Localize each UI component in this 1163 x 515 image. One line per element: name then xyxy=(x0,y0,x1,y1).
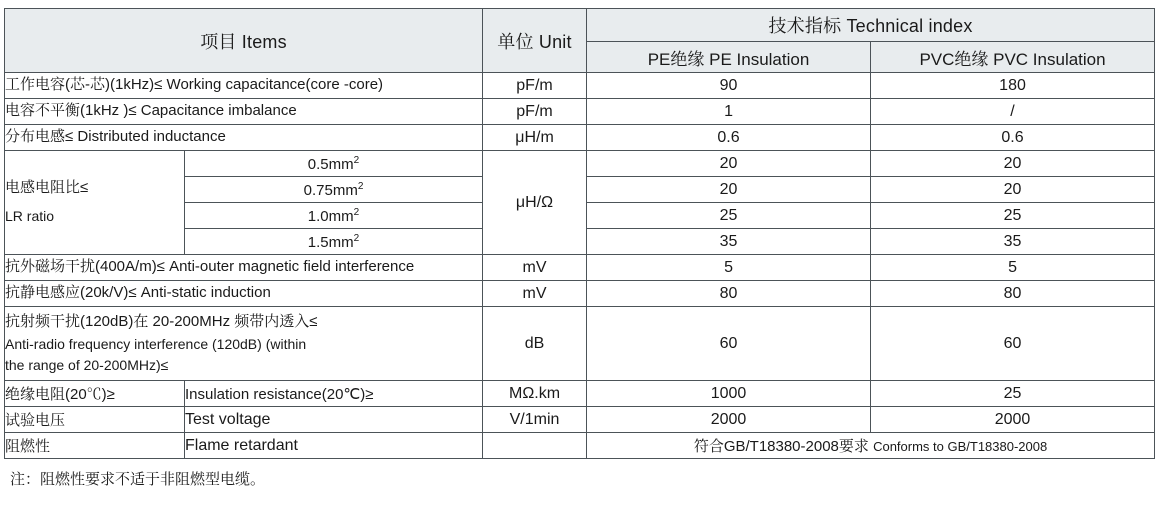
row-unit: MΩ.km xyxy=(483,381,587,407)
lr-size-text: 1.0mm xyxy=(307,207,354,225)
row-pe-value: 80 xyxy=(587,281,871,307)
row-pe-value: 2000 xyxy=(587,407,871,433)
row-item-cn: 绝缘电阻(20℃)≥ xyxy=(5,381,185,407)
row-pe-value: 1 xyxy=(587,99,871,125)
lr-pe-value: 20 xyxy=(587,151,871,177)
lr-size-text: 0.75mm xyxy=(303,181,358,199)
table-row xyxy=(5,381,1155,407)
row-item: 抗静电感应(20k/V)≤ Anti-static induction xyxy=(5,281,483,307)
row-item: 抗外磁场干扰(400A/m)≤ Anti-outer magnetic field interference xyxy=(5,255,483,281)
row-unit: mV xyxy=(483,255,587,281)
row-unit xyxy=(483,433,587,459)
row-pvc-value: 5 xyxy=(871,255,1155,281)
table-row xyxy=(5,255,1155,281)
row-item-en: Test voltage xyxy=(185,407,483,433)
row-pe-value: 1000 xyxy=(587,381,871,407)
lr-pvc-value: 20 xyxy=(871,177,1155,203)
row-item-cn: 阻燃性 xyxy=(5,433,185,459)
lr-size-sup: 2 xyxy=(353,232,360,244)
lr-size-text: 1.5mm xyxy=(307,233,354,251)
flame-retardant-value xyxy=(587,433,1155,459)
rf-item xyxy=(5,307,483,381)
row-pvc-value: 25 xyxy=(871,381,1155,407)
specifications-table xyxy=(4,8,1155,459)
row-unit: pF/m xyxy=(483,73,587,99)
row-item-en: Insulation resistance(20℃)≥ xyxy=(185,381,483,407)
rf-item-line1: 抗射频干扰(120dB)在 20-200MHz 频带内透入≤ xyxy=(5,313,318,331)
lr-pvc-value: 20 xyxy=(871,151,1155,177)
row-pe-value: 5 xyxy=(587,255,871,281)
row-pvc-value: 180 xyxy=(871,73,1155,99)
table-row xyxy=(5,433,1155,459)
lr-size-sup: 2 xyxy=(357,180,364,192)
lr-pe-value: 20 xyxy=(587,177,871,203)
lr-size-sup: 2 xyxy=(353,206,360,218)
lr-size xyxy=(185,177,483,203)
header-pvc-insulation: PVC绝缘 PVC Insulation xyxy=(871,42,1155,73)
lr-size xyxy=(185,229,483,255)
footnote: 注：阻燃性要求不适于非阻燃型电缆。 xyxy=(10,471,266,488)
row-pvc-value: / xyxy=(871,99,1155,125)
lr-ratio-label-en: LR ratio xyxy=(5,207,55,224)
table-header-row xyxy=(5,9,1155,42)
lr-size xyxy=(185,151,483,177)
row-pe-value: 60 xyxy=(587,307,871,381)
row-pvc-value: 60 xyxy=(871,307,1155,381)
lr-unit: μH/Ω xyxy=(483,151,587,255)
table-row xyxy=(5,125,1155,151)
row-item: 电容不平衡(1kHz )≤ Capacitance imbalance xyxy=(5,99,483,125)
header-technical-index: 技术指标 Technical index xyxy=(587,9,1155,42)
row-pvc-value: 0.6 xyxy=(871,125,1155,151)
row-item: 分布电感≤ Distributed inductance xyxy=(5,125,483,151)
lr-pe-value: 25 xyxy=(587,203,871,229)
lr-pe-value: 35 xyxy=(587,229,871,255)
row-unit: dB xyxy=(483,307,587,381)
row-item-cn: 试验电压 xyxy=(5,407,185,433)
row-unit: V/1min xyxy=(483,407,587,433)
table-row xyxy=(5,151,1155,177)
row-unit: μH/m xyxy=(483,125,587,151)
row-pe-value: 0.6 xyxy=(587,125,871,151)
lr-size xyxy=(185,203,483,229)
rf-item-line3: the range of 20-200MHz)≤ xyxy=(5,356,169,373)
row-pvc-value: 2000 xyxy=(871,407,1155,433)
lr-pvc-value: 25 xyxy=(871,203,1155,229)
table-row xyxy=(5,99,1155,125)
lr-ratio-label xyxy=(5,151,185,255)
flame-value-cn: 符合GB/T18380-2008要求 xyxy=(693,438,869,455)
header-items: 项目 Items xyxy=(5,9,483,73)
row-unit: mV xyxy=(483,281,587,307)
lr-ratio-label-cn: 电感电阻比≤ xyxy=(5,179,89,196)
table-row xyxy=(5,307,1155,381)
table-row xyxy=(5,407,1155,433)
row-item: 工作电容(芯-芯)(1kHz)≤ Working capacitance(core -core) xyxy=(5,73,483,99)
lr-size-sup: 2 xyxy=(353,154,360,166)
flame-value-en: Conforms to GB/T18380-2008 xyxy=(873,439,1048,454)
row-unit: pF/m xyxy=(483,99,587,125)
table-row xyxy=(5,73,1155,99)
table-row xyxy=(5,281,1155,307)
rf-item-line2: Anti-radio frequency interference (120dB) (within xyxy=(5,335,307,352)
header-unit: 单位 Unit xyxy=(483,9,587,73)
row-pvc-value: 80 xyxy=(871,281,1155,307)
lr-size-text: 0.5mm xyxy=(307,155,354,173)
row-item-en: Flame retardant xyxy=(185,433,483,459)
lr-pvc-value: 35 xyxy=(871,229,1155,255)
row-pe-value: 90 xyxy=(587,73,871,99)
header-pe-insulation: PE绝缘 PE Insulation xyxy=(587,42,871,73)
